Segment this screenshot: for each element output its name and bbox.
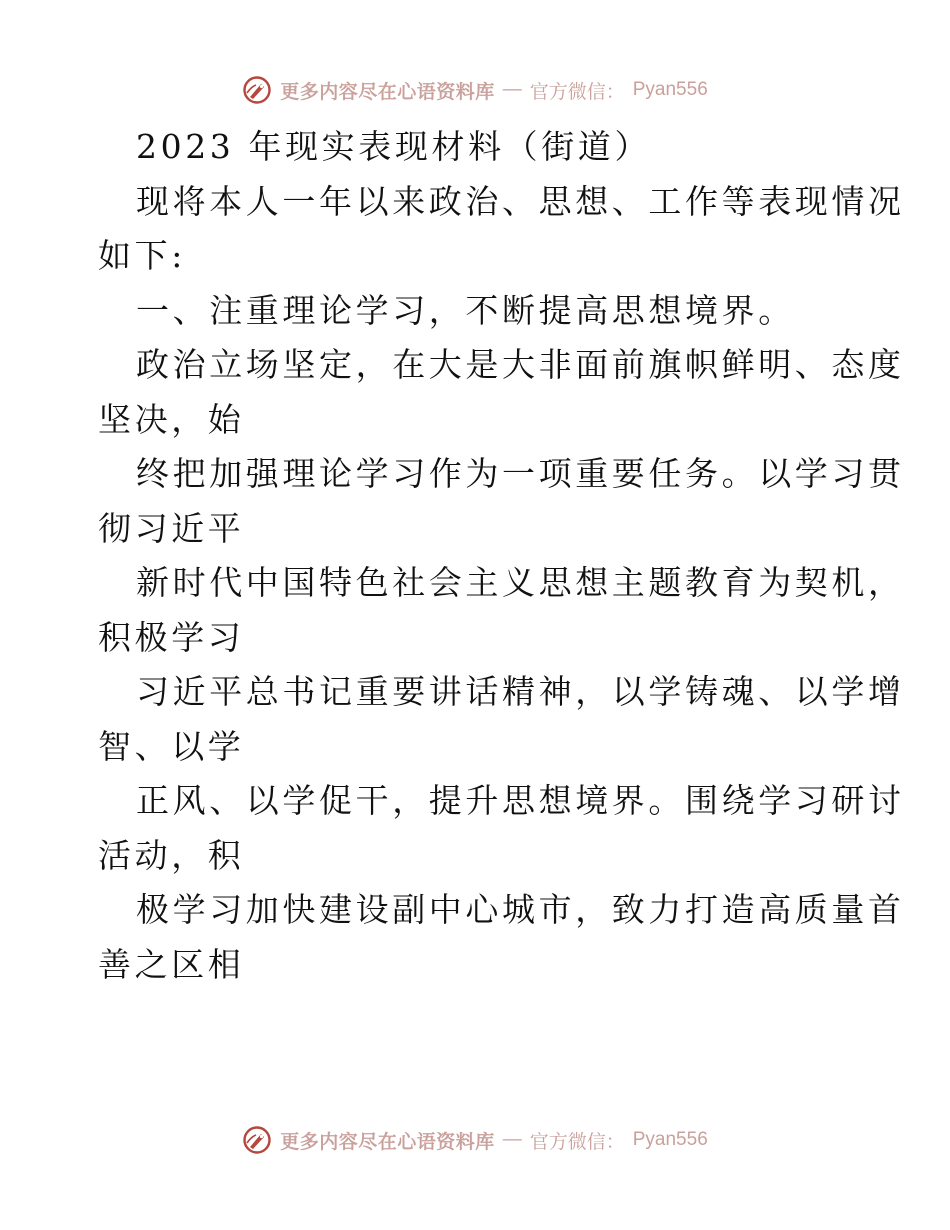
watermark-separator: — bbox=[502, 1129, 522, 1150]
document-line: 一、注重理论学习，不断提高思想境界。 bbox=[136, 290, 795, 330]
document-title: 2023 年现实表现材料（街道） bbox=[136, 127, 652, 166]
document-line: 善之区相 bbox=[98, 944, 245, 984]
document-line: 新时代中国特色社会主义思想主题教育为契机， bbox=[136, 563, 905, 602]
document-body bbox=[98, 120, 905, 992]
document-lines bbox=[98, 175, 905, 993]
document-line: 坚决，始 bbox=[98, 399, 245, 439]
watermark-text: 更多内容尽在心语资料库 bbox=[280, 81, 495, 103]
document-line: 如下: bbox=[98, 236, 186, 275]
document-line: 积极学习 bbox=[98, 617, 245, 657]
document-line: 政治立场坚定，在大是大非面前旗帜鲜明、态度 bbox=[136, 345, 905, 384]
pen-nib-logo-icon bbox=[242, 1125, 272, 1155]
watermark-label: 官方微信： bbox=[529, 1131, 625, 1153]
watermark-handle: Pyan556 bbox=[632, 79, 708, 100]
document-line: 现将本人一年以来政治、思想、工作等表现情况 bbox=[136, 181, 905, 221]
document-line: 彻习近平 bbox=[98, 508, 245, 548]
document-line: 智、以学 bbox=[98, 726, 245, 766]
pen-nib-logo-icon bbox=[242, 75, 272, 105]
document-line: 活动，积 bbox=[98, 835, 245, 875]
document-line: 正风、以学促干，提升思想境界。围绕学习研讨 bbox=[136, 781, 905, 820]
header-watermark bbox=[0, 72, 950, 108]
watermark-label: 官方微信： bbox=[529, 81, 625, 103]
watermark-separator: — bbox=[502, 79, 522, 100]
document-line: 终把加强理论学习作为一项重要任务。以学习贯 bbox=[136, 454, 905, 493]
document-line: 极学习加快建设副中心城市，致力打造高质量首 bbox=[136, 890, 905, 929]
document-line: 习近平总书记重要讲话精神，以学铸魂、以学增 bbox=[136, 672, 905, 711]
watermark-text: 更多内容尽在心语资料库 bbox=[280, 1131, 495, 1153]
watermark-handle: Pyan556 bbox=[632, 1129, 708, 1150]
footer-watermark bbox=[0, 1122, 950, 1158]
